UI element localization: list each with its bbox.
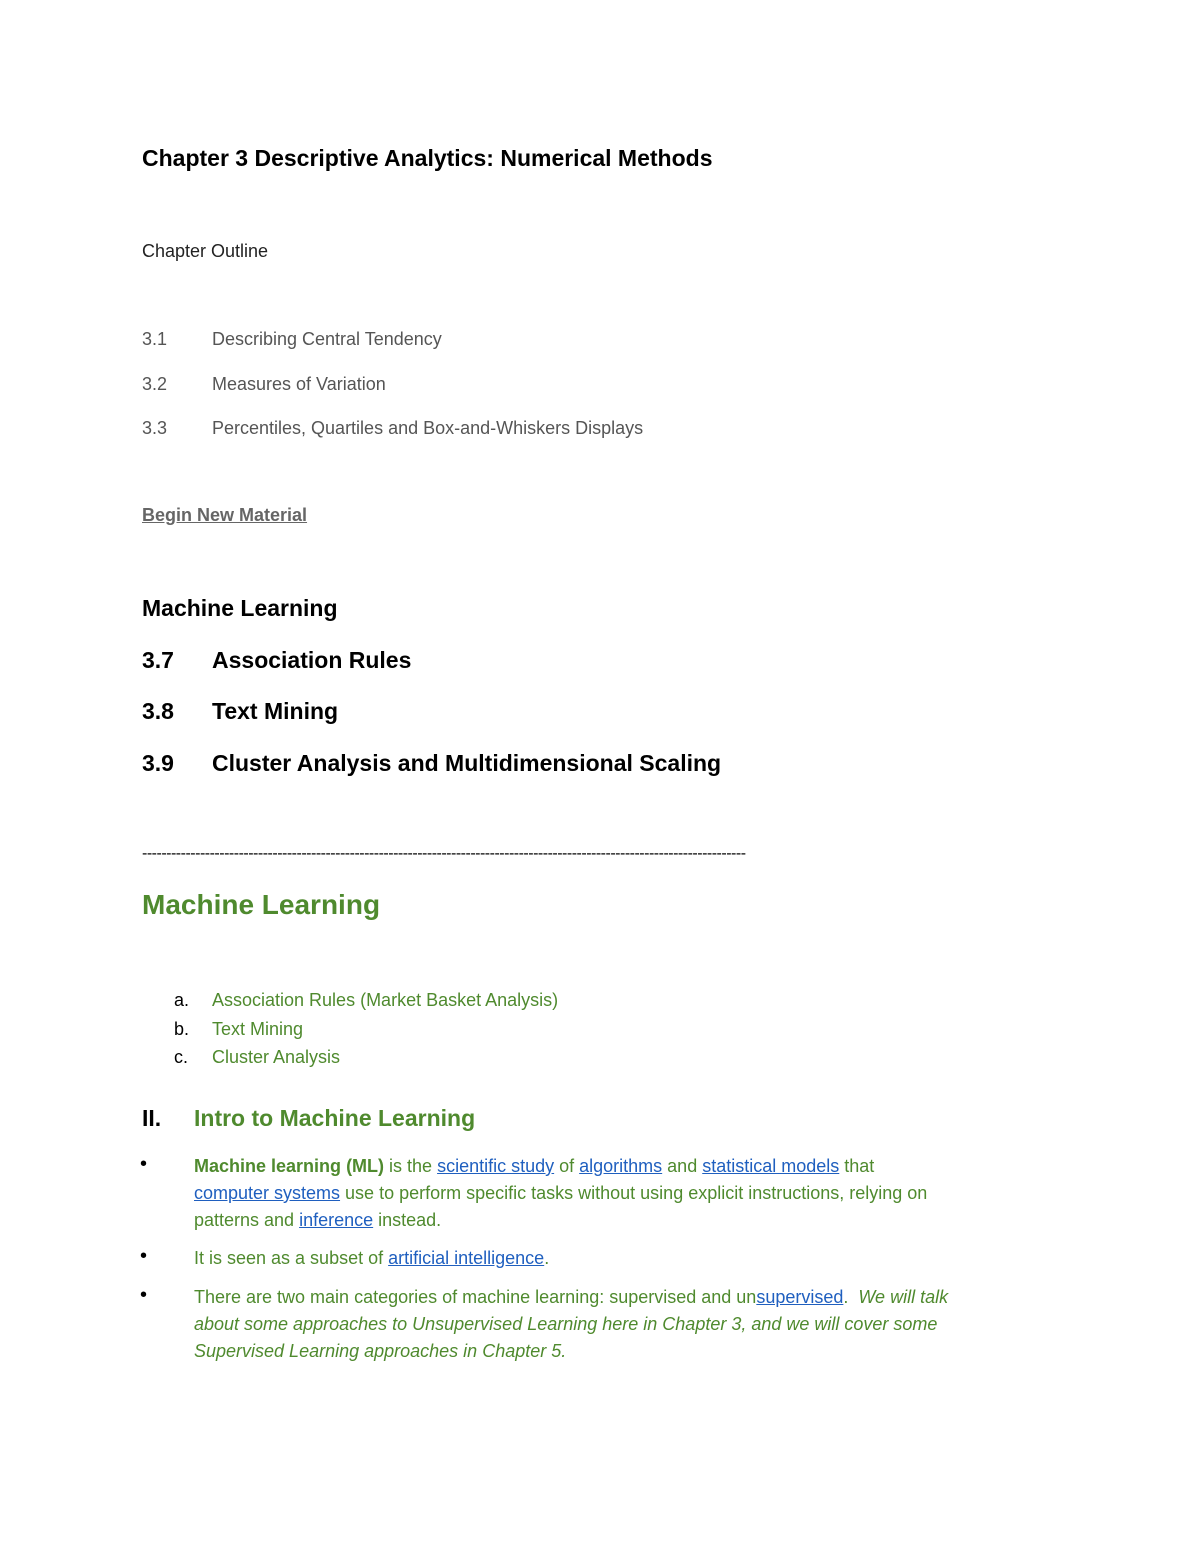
term-ml: Machine learning (194, 1156, 342, 1176)
link-inference[interactable]: inference (299, 1210, 374, 1230)
outline-text: Describing Central Tendency (212, 329, 442, 349)
bullet-paragraph-2 (194, 1245, 954, 1272)
bullet-paragraph-1 (194, 1153, 954, 1234)
list-item: Cluster Analysis (212, 1047, 341, 1067)
chapter-outline-label: Chapter Outline (142, 241, 269, 261)
section-title: Text Mining (212, 698, 339, 724)
bullet-icon: • (140, 1284, 148, 1306)
term-ml-abbr: (ML) (346, 1156, 385, 1176)
list-letter: b. (174, 1019, 190, 1039)
section-title: Cluster Analysis and Multidimensional Scaling (212, 750, 722, 776)
bullet-paragraph-3 (194, 1284, 954, 1365)
link-computer-systems[interactable]: computer systems (194, 1183, 341, 1203)
text: and (662, 1156, 703, 1176)
outline-text: Percentiles, Quartiles and Box-and-Whiskers Displays (212, 418, 644, 438)
text: of (554, 1156, 580, 1176)
ml-green-heading: Machine Learning (142, 889, 381, 920)
chapter-note: We will talk about some approaches to Unsupervised Learning here in Chapter 3, and we will cover some Supervised Learning approaches in Chapter 5. (194, 1287, 949, 1361)
text: It is seen as a subset of (194, 1248, 389, 1268)
link-statistical-models[interactable]: statistical models (702, 1156, 840, 1176)
list-item: Association Rules (Market Basket Analysis) (212, 990, 559, 1010)
list-letter: c. (174, 1047, 189, 1067)
link-scientific-study[interactable]: scientific study (437, 1156, 555, 1176)
page-title: Chapter 3 Descriptive Analytics: Numerical Methods (142, 145, 713, 171)
list-item: Text Mining (212, 1019, 304, 1039)
begin-new-material: Begin New Material (142, 505, 308, 525)
list-letter: a. (174, 990, 190, 1010)
outline-num: 3.1 (142, 329, 168, 349)
text: that (839, 1156, 875, 1176)
divider-line: ----------------------------------------------------------------------------------------------------------------------------- (142, 845, 746, 862)
text: is the (384, 1156, 438, 1176)
text: . (843, 1287, 859, 1307)
section-roman-numeral: II. (142, 1105, 162, 1131)
section-num: 3.7 (142, 647, 174, 673)
intro-heading: Intro to Machine Learning (194, 1105, 476, 1131)
text: instead. (373, 1210, 442, 1230)
ml-heading: Machine Learning (142, 595, 338, 621)
section-title: Association Rules (212, 647, 412, 673)
outline-text: Measures of Variation (212, 374, 386, 394)
link-supervised[interactable]: supervised (756, 1287, 844, 1307)
section-num: 3.9 (142, 750, 174, 776)
text: There are two main categories of machine learning: supervised and un (194, 1287, 757, 1307)
bullet-icon: • (140, 1153, 148, 1175)
outline-num: 3.3 (142, 418, 168, 438)
outline-num: 3.2 (142, 374, 168, 394)
text: . (544, 1248, 550, 1268)
link-algorithms[interactable]: algorithms (579, 1156, 663, 1176)
bullet-icon: • (140, 1245, 148, 1267)
section-num: 3.8 (142, 698, 174, 724)
text: use to perform specific tasks without using explicit instructions, relying on patterns and (194, 1183, 928, 1230)
link-artificial-intelligence[interactable]: artificial intelligence (388, 1248, 545, 1268)
